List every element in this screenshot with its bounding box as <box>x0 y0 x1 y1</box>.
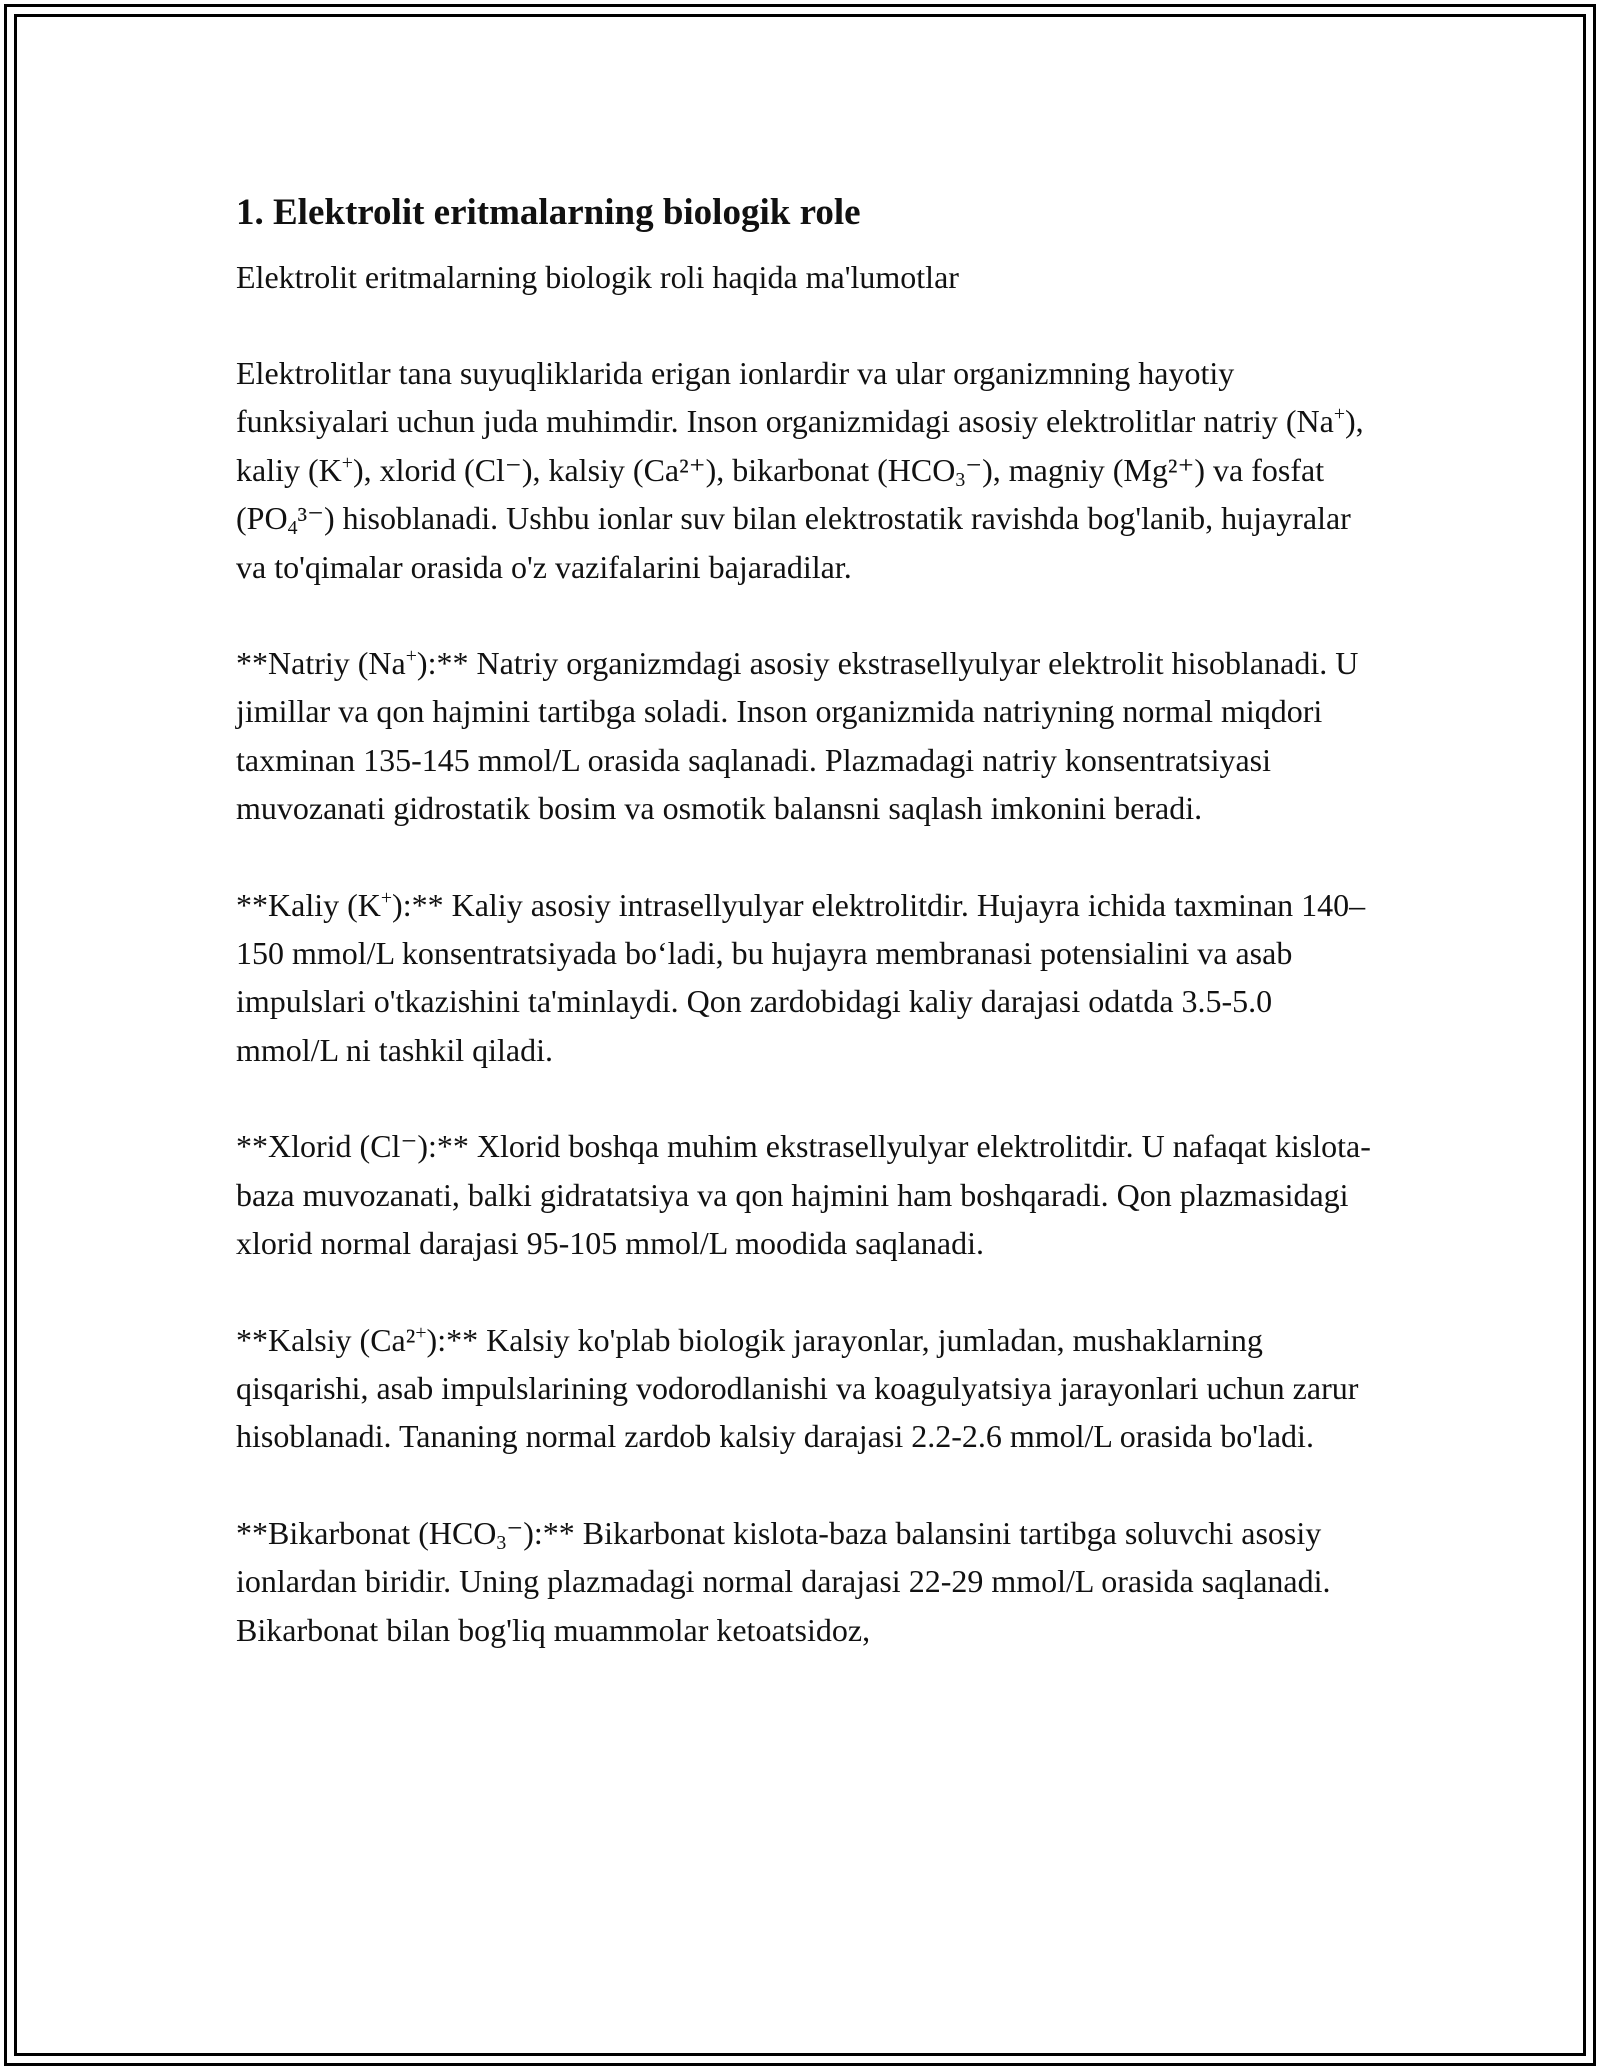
kaliy-charge: + <box>380 886 393 909</box>
natriy-text-2: ):** Natriy organizmdagi asosiy ekstrasellyulyar elektrolit hisoblanadi. U jimillar va qon hajmini tartibga soladi. Inson organizmida natriyning normal miqdori taxminan 135-145 mmol/L orasida saqlanadi. Plazmadagi natriy konsentratsiyasi muvozanati gidrostatik bosim va osmotik balansni saqlash imkonini beradi. <box>236 645 1359 827</box>
bikarbonat-text-1: **Bikarbonat (HCO <box>236 1514 497 1551</box>
kaliy-text-1: **Kaliy (K <box>236 886 381 923</box>
page-title: 1. Elektrolit eritmalarning biologik role <box>236 192 861 233</box>
intro-paragraph <box>236 349 1376 591</box>
intro-text-1: Elektrolitlar tana suyuqliklarida erigan ionlardir va ular organizmning hayotiy funksiyalari uchun juda muhimdir. Inson organizmidagi asosiy elektrolitlar natriy (Na <box>236 355 1334 440</box>
document-subtitle: Elektrolit eritmalarning biologik roli haqida ma'lumotlar <box>236 259 959 295</box>
natriy-paragraph <box>236 639 1376 833</box>
kaliy-paragraph <box>236 881 1376 1075</box>
xlorid-paragraph <box>236 1122 1376 1267</box>
bikarbonat-text-2: ⁻):** Bikarbonat kislota-baza balansini tartibga soluvchi asosiy ionlardan biridir. Uning plazmadagi normal darajasi 22-29 mmol/L orasida saqlanadi. Bikarbonat bilan bog'liq muammolar ketoatsidoz, <box>236 1514 1331 1648</box>
intro-text-3: ), xlorid (Cl⁻), kalsiy (Ca²⁺), bikarbonat (HCO <box>352 451 956 488</box>
intro-text-4: ⁻), magniy (Mg²⁺) va fosfat (PO <box>236 451 1325 537</box>
bikarbonat-paragraph <box>236 1509 1376 1654</box>
kalsiy-charge: + <box>415 1321 427 1344</box>
sodium-charge: + <box>1333 403 1346 426</box>
intro-text-2: ), kaliy (K <box>236 403 1364 488</box>
potassium-charge: + <box>341 451 353 474</box>
kalsiy-text-1: **Kalsiy (Ca² <box>236 1321 416 1358</box>
phosphate-subscript: 4 <box>287 517 298 540</box>
bicarbonate-subscript: 3 <box>955 468 966 491</box>
natriy-text-1: **Natriy (Na <box>236 645 406 682</box>
kalsiy-text-2: ):** Kalsiy ko'plab biologik jarayonlar, jumladan, mushaklarning qisqarishi, asab impulslarining vodorodlanishi va koagulyatsiya jarayonlari uchun zarur hisoblanadi. Tananing normal zardob kalsiy darajasi 2.2-2.6 mmol/L orasida bo'ladi. <box>236 1321 1359 1455</box>
kalsiy-paragraph <box>236 1316 1376 1461</box>
bikarbonat-subscript: 3 <box>496 1531 507 1554</box>
natriy-charge: + <box>405 645 417 668</box>
document-page <box>236 185 1376 1654</box>
xlorid-text: **Xlorid (Cl⁻):** Xlorid boshqa muhim ekstrasellyulyar elektrolitdir. U nafaqat kislota-baza muvozanati, balki gidratatsiya va qon hajmini ham boshqaradi. Qon plazmasidagi xlorid normal darajasi 95-105 mmol/L moodida saqlanadi. <box>236 1128 1371 1262</box>
intro-text-5: ³⁻) hisoblanadi. Ushbu ionlar suv bilan elektrostatik ravishda bog'lanib, hujayralar va to'qimalar orasida o'z vazifalarini bajaradilar. <box>236 500 1351 585</box>
kaliy-text-2: ):** Kaliy asosiy intrasellyulyar elektrolitdir. Hujayra ichida taxminan 140–150 mmol/L konsentratsiyada bo‘ladi, bu hujayra membranasi potensialini va asab impulslari o'tkazishini ta'minlaydi. Qon zardobidagi kaliy darajasi odatda 3.5-5.0 mmol/L ni tashkil qiladi. <box>236 886 1366 1068</box>
